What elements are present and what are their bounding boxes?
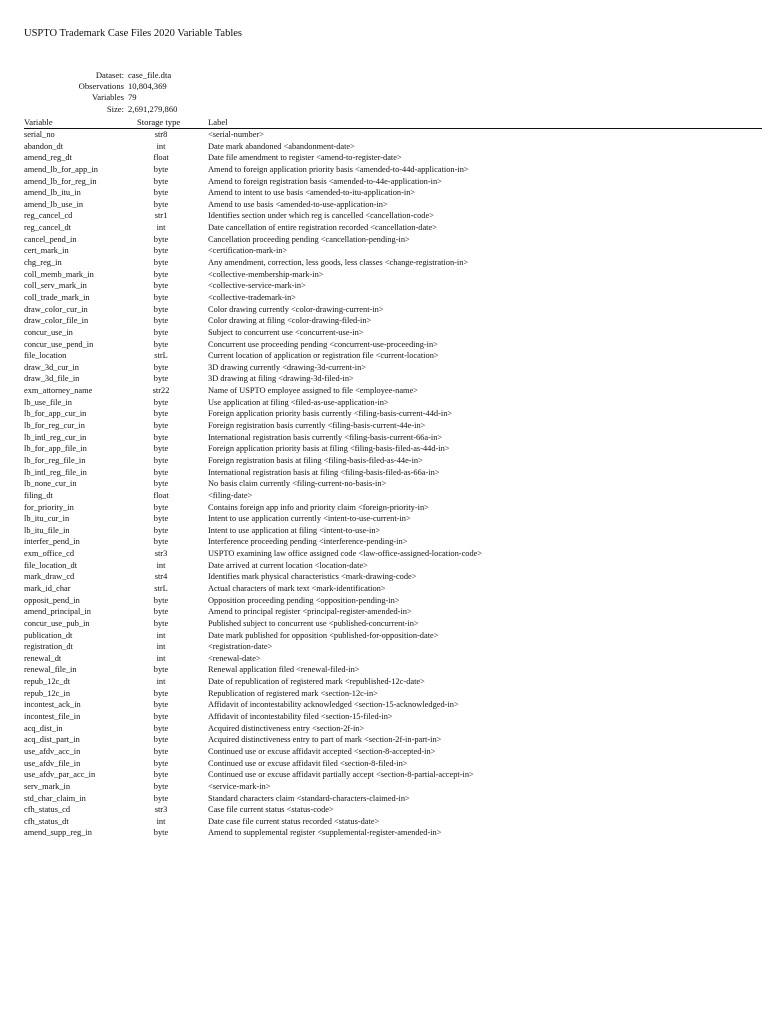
storage-type: byte <box>153 281 169 291</box>
table-row <box>24 467 762 479</box>
variable-name: repub_12c_dt <box>24 677 71 687</box>
variable-label: Standard characters claim <standard-characters-claimed-in> <box>208 793 410 803</box>
variable-name: lb_for_reg_cur_in <box>24 421 85 431</box>
table-row <box>24 269 762 281</box>
variable-label: Concurrent use proceeding pending <concurrent-use-proceeding-in> <box>208 339 438 349</box>
storage-type: int <box>156 141 166 151</box>
variable-name: draw_color_file_in <box>24 316 89 326</box>
variable-name: reg_cancel_cd <box>24 211 73 221</box>
storage-type: int <box>156 677 166 687</box>
dataset-info-row <box>24 104 177 115</box>
variable-name: exm_attorney_name <box>24 386 93 396</box>
table-row <box>24 350 762 362</box>
variable-name: draw_3d_cur_in <box>24 362 79 372</box>
variable-label: <collective-trademark-in> <box>208 292 297 302</box>
table-row <box>24 641 762 653</box>
storage-type: byte <box>153 164 169 174</box>
table-row <box>24 152 762 164</box>
variable-label: Date mark abandoned <abandonment-date> <box>208 141 355 151</box>
storage-type: byte <box>153 362 169 372</box>
table-row <box>24 245 762 257</box>
table-row <box>24 723 762 735</box>
table-row <box>24 397 762 409</box>
variable-name: concur_use_in <box>24 327 73 337</box>
variable-name: repub_12c_in <box>24 688 71 698</box>
variable-name: mark_draw_cd <box>24 572 75 582</box>
table-row <box>24 746 762 758</box>
storage-type: byte <box>153 712 169 722</box>
variable-label: Amend to principal register <principal-register-amended-in> <box>208 607 412 617</box>
variable-label: Foreign registration basis currently <filing-basis-current-44e-in> <box>208 421 426 431</box>
table-row <box>24 595 762 607</box>
variable-name: mark_id_char <box>24 583 71 593</box>
variable-name: registration_dt <box>24 642 73 652</box>
variable-name: incontest_file_in <box>24 712 81 722</box>
table-row <box>24 362 762 374</box>
table-row <box>24 630 762 642</box>
table-row <box>24 618 762 630</box>
storage-type: byte <box>153 455 169 465</box>
table-row <box>24 187 762 199</box>
table-row <box>24 455 762 467</box>
table-row <box>24 420 762 432</box>
storage-type: byte <box>153 723 169 733</box>
storage-type: byte <box>153 234 169 244</box>
table-row <box>24 653 762 665</box>
dataset-info-value: 2,691,279,860 <box>128 103 178 114</box>
storage-type: byte <box>153 304 169 314</box>
table-row <box>24 478 762 490</box>
storage-type: str8 <box>154 130 168 139</box>
variable-name: coll_trade_mark_in <box>24 292 90 302</box>
variable-label: Any amendment, correction, less goods, less classes <change-registration-in> <box>208 258 469 268</box>
table-row <box>24 781 762 793</box>
storage-type: byte <box>153 502 169 512</box>
storage-type: byte <box>153 269 169 279</box>
storage-type: byte <box>153 176 169 186</box>
variable-name: coll_serv_mark_in <box>24 281 87 291</box>
storage-type: byte <box>153 828 169 838</box>
variable-name: lb_use_file_in <box>24 397 72 407</box>
dataset-info-key: Variables <box>92 92 124 103</box>
storage-type: byte <box>153 758 169 768</box>
table-row <box>24 525 762 537</box>
table-row <box>24 536 762 548</box>
variable-name: opposit_pend_in <box>24 595 80 605</box>
variable-name: renewal_file_in <box>24 665 77 675</box>
variable-label: 3D drawing at filing <drawing-3d-filed-in> <box>208 374 354 384</box>
variable-label: Case file current status <status-code> <box>208 805 334 815</box>
variable-label: <serial-number> <box>208 130 264 139</box>
storage-type: int <box>156 816 166 826</box>
variable-name: file_location <box>24 351 67 361</box>
table-row <box>24 141 762 153</box>
variable-label: Foreign application priority basis at filing <filing-basis-filed-as-44d-in> <box>208 444 450 454</box>
variable-name: serv_mark_in <box>24 781 71 791</box>
table-row <box>24 548 762 560</box>
variable-name: coll_memb_mark_in <box>24 269 94 279</box>
variable-name: acq_dist_in <box>24 723 63 733</box>
table-row <box>24 793 762 805</box>
variable-label: Foreign application priority basis currently <filing-basis-current-44d-in> <box>208 409 453 419</box>
variable-label: Published subject to concurrent use <published-concurrent-in> <box>208 618 419 628</box>
variable-name: chg_reg_in <box>24 258 62 268</box>
variable-label: Renewal application filed <renewal-filed-in> <box>208 665 360 675</box>
storage-type: byte <box>153 514 169 524</box>
variable-label: International registration basis at filing <filing-basis-filed-as-66a-in> <box>208 467 440 477</box>
table-row <box>24 304 762 316</box>
dataset-info-value: 79 <box>128 92 137 103</box>
dataset-info-row <box>24 92 177 103</box>
variable-name: use_afdv_acc_in <box>24 746 81 756</box>
storage-type: byte <box>153 432 169 442</box>
column-header-variable: Variable <box>24 117 53 127</box>
storage-type: byte <box>153 327 169 337</box>
storage-type: byte <box>153 397 169 407</box>
variable-label: Amend to foreign registration basis <amended-to-44e-application-in> <box>208 176 442 186</box>
table-row <box>24 758 762 770</box>
table-row <box>24 327 762 339</box>
variable-name: incontest_ack_in <box>24 700 81 710</box>
table-row <box>24 490 762 502</box>
storage-type: byte <box>153 781 169 791</box>
dataset-info-value: case_file.dta <box>128 70 172 80</box>
variable-name: lb_none_cur_in <box>24 479 77 489</box>
storage-type: byte <box>153 618 169 628</box>
variable-label: Opposition proceeding pending <opposition-pending-in> <box>208 595 400 605</box>
variable-name: reg_cancel_dt <box>24 223 71 233</box>
variable-name: lb_itu_cur_in <box>24 514 70 524</box>
variable-label: Continued use or excuse affidavit partially accept <section-8-partial-accept-in> <box>208 770 474 780</box>
variable-label: Amend to supplemental register <supplemental-register-amended-in> <box>208 828 442 838</box>
variable-label: <collective-service-mark-in> <box>208 281 306 291</box>
variable-name: filing_dt <box>24 490 53 500</box>
table-row <box>24 443 762 455</box>
storage-type: byte <box>153 735 169 745</box>
variable-name: lb_for_app_cur_in <box>24 409 87 419</box>
storage-type: byte <box>153 746 169 756</box>
table-row <box>24 234 762 246</box>
variable-label: Name of USPTO employee assigned to file <employee-name> <box>208 386 419 396</box>
variable-label: Amend to intent to use basis <amended-to-itu-application-in> <box>208 188 416 198</box>
variable-name: amend_reg_dt <box>24 153 72 163</box>
table-row <box>24 315 762 327</box>
variable-label: Interference proceeding pending <interference-pending-in> <box>208 537 408 547</box>
variable-label: Amend to foreign application priority basis <amended-to-44d-application-in> <box>208 164 469 174</box>
storage-type: int <box>156 630 166 640</box>
table-row <box>24 385 762 397</box>
table-row <box>24 432 762 444</box>
storage-type: byte <box>153 199 169 209</box>
variable-label: Date cancellation of entire registration recorded <cancellation-date> <box>208 223 437 233</box>
variable-name: abandon_dt <box>24 141 64 151</box>
table-row <box>24 199 762 211</box>
storage-type: str3 <box>154 549 168 559</box>
variable-name: serial_no <box>24 130 55 139</box>
dataset-info-key: Dataset: <box>95 70 124 80</box>
page-title: USPTO Trademark Case Files 2020 Variable Tables <box>24 28 243 39</box>
variable-name: for_priority_in <box>24 502 74 512</box>
storage-type: byte <box>153 770 169 780</box>
variable-name: concur_use_pend_in <box>24 339 94 349</box>
variable-name: use_afdv_file_in <box>24 758 81 768</box>
table-row <box>24 571 762 583</box>
storage-type: byte <box>153 409 169 419</box>
table-row <box>24 676 762 688</box>
dataset-info-row <box>24 70 177 81</box>
table-row <box>24 827 762 839</box>
table-row <box>24 339 762 351</box>
variable-label: <registration-date> <box>208 642 273 652</box>
variable-label: Amend to use basis <amended-to-use-application-in> <box>208 199 388 209</box>
storage-type: str22 <box>152 386 170 396</box>
table-row <box>24 513 762 525</box>
variable-name: draw_color_cur_in <box>24 304 88 314</box>
variable-name: cert_mark_in <box>24 246 69 256</box>
variable-label: Continued use or excuse affidavit filed <section-8-filed-in> <box>208 758 408 768</box>
variable-label: USPTO examining law office assigned code <law-office-assigned-location-code> <box>208 549 483 559</box>
table-row <box>24 606 762 618</box>
storage-type: byte <box>153 479 169 489</box>
variable-name: lb_intl_reg_cur_in <box>24 432 87 442</box>
variable-label: Acquired distinctiveness entry <section-2f-in> <box>208 723 365 733</box>
variable-name: draw_3d_file_in <box>24 374 80 384</box>
storage-type: byte <box>153 292 169 302</box>
variable-name: interfer_pend_in <box>24 537 80 547</box>
storage-type: byte <box>153 595 169 605</box>
variable-label: Intent to use application currently <intent-to-use-current-in> <box>208 514 411 524</box>
table-row <box>24 129 762 141</box>
variable-label: <collective-membership-mark-in> <box>208 269 324 279</box>
storage-type: byte <box>153 316 169 326</box>
table-row <box>24 292 762 304</box>
variable-label: Date arrived at current location <location-date> <box>208 560 368 570</box>
storage-type: byte <box>153 607 169 617</box>
variable-label: Date mark published for opposition <published-for-opposition-date> <box>208 630 439 640</box>
table-row <box>24 664 762 676</box>
variable-name: amend_lb_for_reg_in <box>24 176 97 186</box>
variable-label: Subject to concurrent use <concurrent-use-in> <box>208 327 364 337</box>
dataset-info-value: 10,804,369 <box>128 81 167 92</box>
variable-name: amend_lb_itu_in <box>24 188 81 198</box>
variable-label: Date case file current status recorded <status-date> <box>208 816 380 826</box>
variable-label: Identifies section under which reg is cancelled <cancellation-code> <box>208 211 434 221</box>
table-row <box>24 769 762 781</box>
storage-type: byte <box>153 188 169 198</box>
table-header <box>24 117 762 129</box>
dataset-info-key: Observations <box>78 81 124 92</box>
variable-label: Actual characters of mark text <mark-identification> <box>208 583 386 593</box>
variable-label: Color drawing at filing <color-drawing-filed-in> <box>208 316 372 326</box>
table-row <box>24 711 762 723</box>
variable-label: 3D drawing currently <drawing-3d-current-in> <box>208 362 367 372</box>
table-row <box>24 176 762 188</box>
storage-type: byte <box>153 421 169 431</box>
variable-table <box>24 129 762 839</box>
column-header-label: Label <box>208 117 228 127</box>
variable-label: <certification-mark-in> <box>208 246 288 256</box>
variable-name: publication_dt <box>24 630 73 640</box>
variable-name: concur_use_pub_in <box>24 618 90 628</box>
storage-type: byte <box>153 700 169 710</box>
column-header-storage-type: Storage type <box>137 117 181 127</box>
variable-name: cfh_status_cd <box>24 805 71 815</box>
variable-label: Use application at filing <filed-as-use-application-in> <box>208 397 389 407</box>
storage-type: int <box>156 223 166 233</box>
variable-label: Intent to use application at filing <intent-to-use-in> <box>208 525 381 535</box>
variable-label: Contains foreign app info and priority claim <foreign-priority-in> <box>208 502 429 512</box>
storage-type: str3 <box>154 805 168 815</box>
table-row <box>24 408 762 420</box>
storage-type: int <box>156 560 166 570</box>
dataset-info <box>24 70 177 115</box>
storage-type: byte <box>153 537 169 547</box>
variable-name: use_afdv_par_acc_in <box>24 770 96 780</box>
variable-name: amend_principal_in <box>24 607 91 617</box>
storage-type: strL <box>154 351 168 361</box>
variable-label: Acquired distinctiveness entry to part of mark <section-2f-in-part-in> <box>208 735 442 745</box>
table-row <box>24 583 762 595</box>
storage-type: int <box>156 642 166 652</box>
table-row <box>24 816 762 828</box>
storage-type: byte <box>153 258 169 268</box>
storage-type: byte <box>153 467 169 477</box>
table-row <box>24 373 762 385</box>
table-row <box>24 734 762 746</box>
storage-type: strL <box>154 583 168 593</box>
variable-label: Cancellation proceeding pending <cancellation-pending-in> <box>208 234 410 244</box>
variable-name: exm_office_cd <box>24 549 75 559</box>
variable-name: cancel_pend_in <box>24 234 77 244</box>
storage-type: byte <box>153 444 169 454</box>
variable-label: Affidavit of incontestability filed <section-15-filed-in> <box>208 712 393 722</box>
variable-label: No basis claim currently <filing-current-no-basis-in> <box>208 479 387 489</box>
variable-name: cfh_status_dt <box>24 816 69 826</box>
storage-type: str4 <box>154 572 168 582</box>
variable-label: Republication of registered mark <section-12c-in> <box>208 688 378 698</box>
variable-label: Color drawing currently <color-drawing-current-in> <box>208 304 384 314</box>
variable-name: file_location_dt <box>24 560 78 570</box>
storage-type: byte <box>153 793 169 803</box>
variable-name: renewal_dt <box>24 653 62 663</box>
variable-label: Date of republication of registered mark <republished-12c-date> <box>208 677 425 687</box>
variable-label: Foreign registration basis at filing <filing-basis-filed-as-44e-in> <box>208 455 423 465</box>
storage-type: int <box>156 653 166 663</box>
table-row <box>24 699 762 711</box>
variable-name: acq_dist_part_in <box>24 735 80 745</box>
variable-label: Affidavit of incontestability acknowledged <section-15-acknowledged-in> <box>208 700 459 710</box>
table-row <box>24 164 762 176</box>
storage-type: float <box>153 153 169 163</box>
table-row <box>24 210 762 222</box>
variable-label: Continued use or excuse affidavit accepted <section-8-accepted-in> <box>208 746 436 756</box>
variable-name: lb_itu_file_in <box>24 525 70 535</box>
variable-name: amend_lb_for_app_in <box>24 164 98 174</box>
table-row <box>24 280 762 292</box>
variable-label: <service-mark-in> <box>208 781 271 791</box>
storage-type: str1 <box>154 211 168 221</box>
table-row <box>24 560 762 572</box>
storage-type: byte <box>153 374 169 384</box>
variable-label: Current location of application or registration file <current-location> <box>208 351 439 361</box>
variable-name: std_char_claim_in <box>24 793 86 803</box>
dataset-info-row <box>24 81 177 92</box>
variable-label: <filing-date> <box>208 490 253 500</box>
variable-name: amend_supp_reg_in <box>24 828 92 838</box>
table-row <box>24 502 762 514</box>
storage-type: byte <box>153 688 169 698</box>
variable-label: Date file amendment to register <amend-to-register-date> <box>208 153 402 163</box>
table-row <box>24 804 762 816</box>
table-row <box>24 688 762 700</box>
table-row <box>24 257 762 269</box>
table-row <box>24 222 762 234</box>
storage-type: byte <box>153 246 169 256</box>
variable-name: lb_intl_reg_file_in <box>24 467 87 477</box>
storage-type: byte <box>153 525 169 535</box>
variable-name: lb_for_app_file_in <box>24 444 87 454</box>
variable-label: International registration basis currently <filing-basis-current-66a-in> <box>208 432 443 442</box>
variable-label: <renewal-date> <box>208 653 261 663</box>
dataset-info-key: Size: <box>106 103 124 114</box>
variable-name: amend_lb_use_in <box>24 199 84 209</box>
storage-type: float <box>153 490 169 500</box>
variable-name: lb_for_reg_file_in <box>24 455 86 465</box>
storage-type: byte <box>153 339 169 349</box>
variable-label: Identifies mark physical characteristics <mark-drawing-code> <box>208 572 417 582</box>
storage-type: byte <box>153 665 169 675</box>
